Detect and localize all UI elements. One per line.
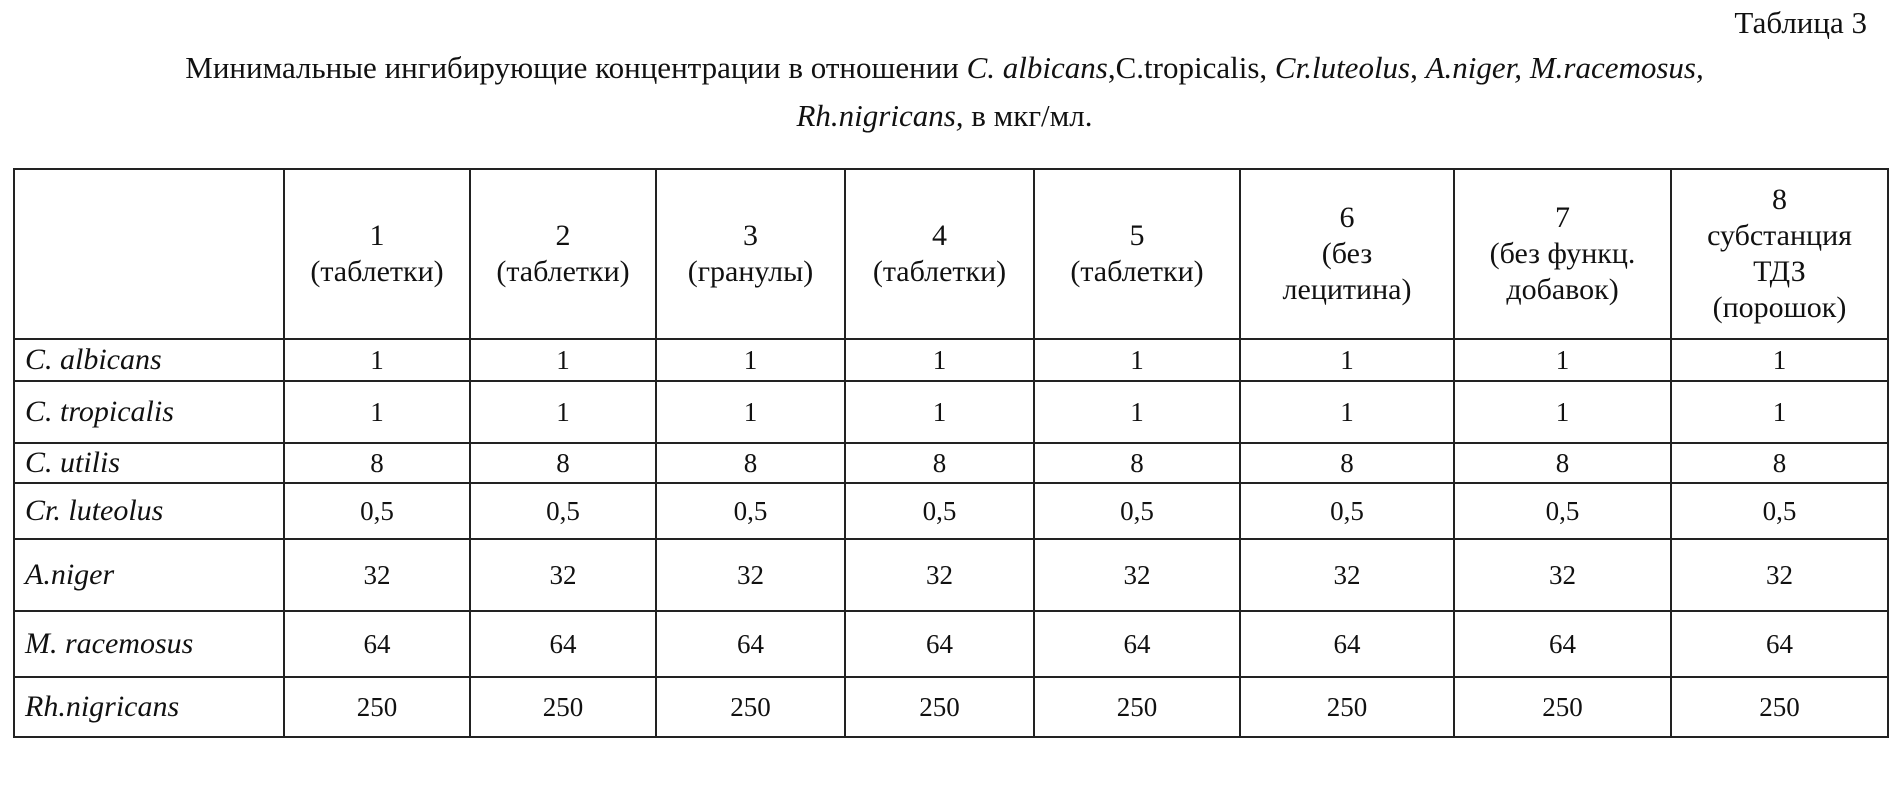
title-species-c-albicans: C. albicans [966,50,1108,85]
mic-value-cell: 1 [1671,381,1888,443]
column-header-line: ТДЗ [1753,255,1806,288]
column-header-2 [470,169,656,339]
table-row [14,611,1888,677]
mic-value-cell: 0,5 [845,483,1034,539]
mic-value-cell: 250 [1034,677,1240,737]
column-header-line: добавок) [1506,273,1619,306]
column-header-line: (гранулы) [687,255,814,288]
column-header-line: лецитина) [1282,273,1412,306]
table-label: Таблица 3 [1734,5,1867,40]
title-species-rh-nigricans: Rh.nigricans, [796,98,964,133]
mic-value-cell: 1 [656,339,845,381]
title-separator [1522,50,1530,85]
table-row [14,381,1888,443]
organism-name-cell: C. albicans [14,339,284,381]
mic-value-cell: 250 [1240,677,1454,737]
mic-value-cell: 1 [1034,381,1240,443]
table-row [14,677,1888,737]
title-species-m-racemosus: M.racemosus, [1529,50,1704,85]
column-header-line: 3 [743,219,758,252]
column-header-line: (таблетки) [496,255,630,288]
mic-value-cell: 64 [1240,611,1454,677]
mic-value-cell: 8 [284,443,470,483]
column-header-line: (таблетки) [1070,255,1204,288]
mic-value-cell: 8 [1454,443,1671,483]
column-header-line: 7 [1555,201,1570,234]
organism-name-cell: C. tropicalis [14,381,284,443]
mic-value-cell: 1 [470,339,656,381]
mic-value-cell: 8 [1671,443,1888,483]
column-header-line: 4 [932,219,947,252]
mic-value-cell: 0,5 [470,483,656,539]
column-header-7 [1454,169,1671,339]
mic-value-cell: 250 [284,677,470,737]
mic-value-cell: 1 [1240,381,1454,443]
organism-name-cell: C. utilis [14,443,284,483]
mic-value-cell: 32 [1671,539,1888,611]
mic-value-cell: 64 [845,611,1034,677]
header-row [14,169,1888,339]
mic-value-cell: 1 [470,381,656,443]
column-header-line: (без [1321,237,1373,270]
title-separator: , [1410,50,1426,85]
mic-value-cell: 32 [1034,539,1240,611]
mic-value-cell: 0,5 [1454,483,1671,539]
organism-name-cell: M. racemosus [14,611,284,677]
table-row [14,339,1888,381]
mic-value-cell: 1 [1034,339,1240,381]
title-species-a-niger: A.niger, [1425,50,1523,85]
mic-value-cell: 250 [845,677,1034,737]
column-header-line: 8 [1772,183,1787,216]
mic-value-cell: 8 [1240,443,1454,483]
mic-value-cell: 1 [284,339,470,381]
mic-value-cell: 0,5 [1671,483,1888,539]
mic-value-cell: 32 [656,539,845,611]
mic-value-cell: 0,5 [1034,483,1240,539]
mic-value-cell: 64 [284,611,470,677]
organism-name-cell: Rh.nigricans [14,677,284,737]
mic-value-cell: 64 [1454,611,1671,677]
column-header-line: (порошок) [1712,291,1847,324]
column-header-3 [656,169,845,339]
mic-value-cell: 8 [656,443,845,483]
mic-value-cell: 250 [656,677,845,737]
mic-value-cell: 1 [1671,339,1888,381]
mic-value-cell: 250 [1454,677,1671,737]
mic-value-cell: 32 [470,539,656,611]
mic-value-cell: 64 [1034,611,1240,677]
column-header-line: (таблетки) [310,255,444,288]
column-header-line: 2 [555,219,571,252]
mic-table [13,168,1889,738]
title-unit-suffix: в мкг/мл. [963,98,1093,133]
mic-value-cell: 1 [845,381,1034,443]
table-row [14,539,1888,611]
mic-value-cell: 1 [1454,381,1671,443]
mic-value-cell: 1 [1240,339,1454,381]
mic-value-cell: 1 [845,339,1034,381]
table-row [14,483,1888,539]
organism-name-cell: A.niger [14,539,284,611]
table-title-line-2 [0,98,1889,134]
column-header-line: 5 [1129,219,1145,252]
mic-value-cell: 1 [284,381,470,443]
title-prefix: Минимальные ингибирующие концентрации в отношении [185,50,967,85]
title-separator [1267,50,1275,85]
mic-value-cell: 8 [1034,443,1240,483]
column-header-line: субстанция [1707,219,1852,252]
mic-value-cell: 64 [656,611,845,677]
column-header-6 [1240,169,1454,339]
mic-value-cell: 0,5 [656,483,845,539]
title-species-c-tropicalis: C.tropicalis, [1115,50,1268,85]
title-separator: , [1107,50,1116,85]
mic-value-cell: 1 [1454,339,1671,381]
table-title-line-1 [0,50,1889,86]
mic-value-cell: 8 [845,443,1034,483]
header-corner-cell [14,169,284,339]
mic-value-cell: 250 [470,677,656,737]
column-header-line: 6 [1339,201,1355,234]
mic-value-cell: 32 [1454,539,1671,611]
column-header-line: (таблетки) [872,255,1007,288]
organism-name-cell: Cr. luteolus [14,483,284,539]
table-row [14,443,1888,483]
mic-value-cell: 1 [656,381,845,443]
column-header-line: 1 [369,219,385,252]
mic-value-cell: 64 [1671,611,1888,677]
title-species-cr-luteolus: Cr.luteolus [1274,50,1411,85]
mic-value-cell: 32 [845,539,1034,611]
mic-value-cell: 0,5 [284,483,470,539]
column-header-line: (без функц. [1489,237,1636,270]
mic-value-cell: 32 [284,539,470,611]
column-header-5 [1034,169,1240,339]
mic-value-cell: 64 [470,611,656,677]
mic-value-cell: 250 [1671,677,1888,737]
column-header-4 [845,169,1034,339]
column-header-8 [1671,169,1888,339]
mic-value-cell: 32 [1240,539,1454,611]
table-body [14,339,1888,737]
column-header-1 [284,169,470,339]
mic-value-cell: 8 [470,443,656,483]
mic-value-cell: 0,5 [1240,483,1454,539]
